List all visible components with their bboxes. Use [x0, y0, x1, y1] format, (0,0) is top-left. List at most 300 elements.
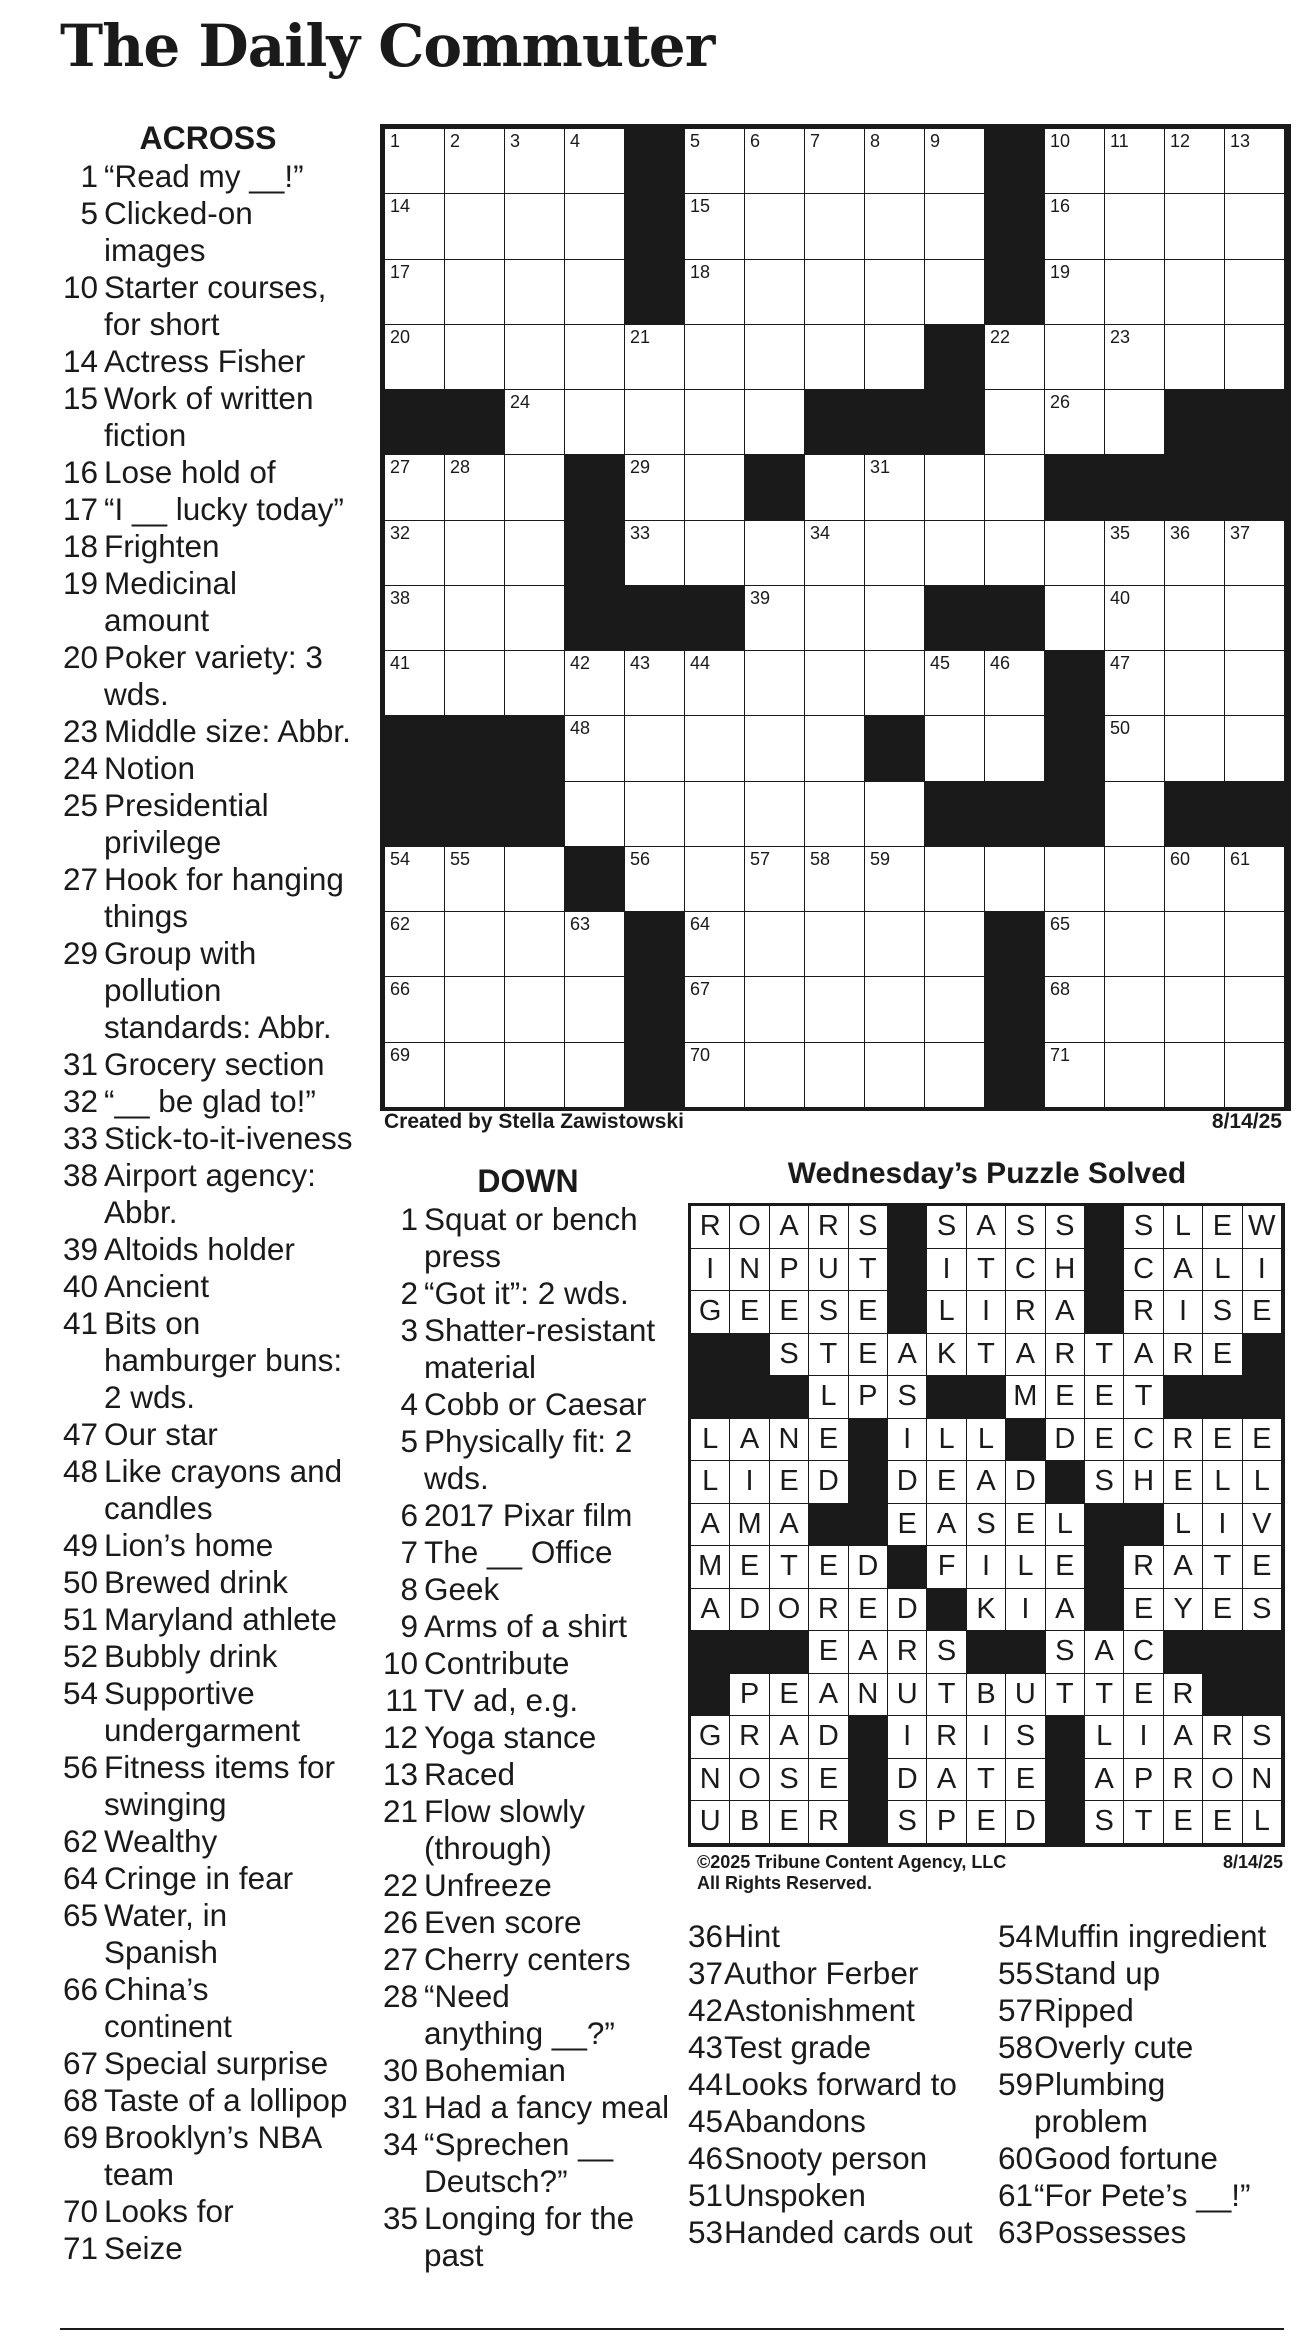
- solution-cell: R: [808, 1205, 848, 1249]
- solution-cell: S: [769, 1333, 809, 1377]
- solution-cell: H: [1045, 1248, 1085, 1292]
- solution-cell: Y: [1163, 1588, 1203, 1632]
- clue-number: 51: [62, 1601, 98, 1637]
- clue-text: [724, 1992, 988, 2029]
- grid-cell[interactable]: [1164, 846, 1225, 912]
- clue-line: hamburger buns:: [104, 1342, 343, 1378]
- grid-cell[interactable]: [684, 1042, 745, 1108]
- grid-cell[interactable]: [924, 454, 985, 520]
- grid-cell[interactable]: [444, 911, 505, 977]
- cell-number: 44: [690, 653, 711, 673]
- solution-cell: E: [887, 1503, 927, 1547]
- grid-cell[interactable]: [804, 715, 865, 781]
- grid-cell[interactable]: [1164, 650, 1225, 716]
- cell-number: 9: [930, 131, 941, 151]
- grid-cell-black: [864, 389, 925, 455]
- grid-cell[interactable]: [864, 454, 925, 520]
- clue-number: 20: [62, 639, 98, 675]
- grid-cell[interactable]: [804, 324, 865, 390]
- grid-cell[interactable]: [684, 520, 745, 586]
- grid-cell[interactable]: [924, 911, 985, 977]
- grid-cell[interactable]: [444, 259, 505, 325]
- grid-cell[interactable]: [984, 389, 1045, 455]
- solution-cell: L: [1242, 1800, 1282, 1844]
- grid-cell[interactable]: [624, 846, 685, 912]
- grid-cell[interactable]: [804, 585, 865, 651]
- grid-cell-black: [984, 259, 1045, 325]
- grid-cell[interactable]: [564, 128, 625, 194]
- solution-cell: E: [729, 1545, 769, 1589]
- grid-cell[interactable]: [684, 389, 745, 455]
- grid-cell[interactable]: [504, 389, 565, 455]
- grid-cell[interactable]: [804, 911, 865, 977]
- grid-cell[interactable]: [684, 324, 745, 390]
- solution-cell: R: [1202, 1715, 1242, 1759]
- grid-cell[interactable]: [684, 781, 745, 847]
- grid-cell[interactable]: [864, 324, 925, 390]
- clue-line: Squat or bench: [424, 1201, 638, 1237]
- grid-cell[interactable]: [804, 1042, 865, 1108]
- grid-cell[interactable]: [1164, 1042, 1225, 1108]
- clue-text: [424, 1978, 678, 2052]
- clue-number: 37: [688, 1955, 724, 1991]
- clue-text: [424, 1571, 678, 1608]
- grid-cell[interactable]: [864, 1042, 925, 1108]
- grid-cell[interactable]: [1224, 520, 1285, 586]
- grid-cell-black: [984, 976, 1045, 1042]
- grid-cell[interactable]: [804, 193, 865, 259]
- grid-cell[interactable]: [504, 846, 565, 912]
- grid-cell[interactable]: [1104, 259, 1165, 325]
- cell-number: 31: [870, 457, 891, 478]
- grid-cell[interactable]: [1104, 193, 1165, 259]
- cell-number: 15: [690, 196, 711, 217]
- clue-item: [58, 1897, 358, 1971]
- grid-cell[interactable]: [564, 781, 625, 847]
- grid-cell[interactable]: [924, 976, 985, 1042]
- grid-cell[interactable]: [984, 454, 1045, 520]
- grid-cell[interactable]: [804, 650, 865, 716]
- grid-cell[interactable]: [1164, 259, 1225, 325]
- grid-cell[interactable]: [384, 1042, 445, 1108]
- grid-cell[interactable]: [384, 976, 445, 1042]
- clue-item: [58, 1601, 358, 1638]
- clue-line: problem: [1034, 2103, 1148, 2139]
- grid-cell[interactable]: [744, 389, 805, 455]
- grid-cell[interactable]: [1044, 1042, 1105, 1108]
- solution-cell: I: [966, 1290, 1006, 1334]
- grid-cell[interactable]: [744, 128, 805, 194]
- clue-text: [424, 1719, 678, 1756]
- clue-item: [58, 1527, 358, 1564]
- grid-cell[interactable]: [1044, 846, 1105, 912]
- grid-cell[interactable]: [504, 585, 565, 651]
- clue-number: 17: [62, 491, 98, 527]
- puzzle-date: 8/14/25: [1211, 1110, 1282, 1133]
- grid-cell[interactable]: [564, 715, 625, 781]
- grid-cell[interactable]: [444, 128, 505, 194]
- grid-cell[interactable]: [1044, 520, 1105, 586]
- clue-text: [104, 528, 358, 565]
- grid-cell-black: [924, 389, 985, 455]
- grid-cell[interactable]: [1224, 650, 1285, 716]
- grid-cell[interactable]: [1224, 585, 1285, 651]
- grid-cell[interactable]: [504, 1042, 565, 1108]
- solution-cell: E: [1084, 1375, 1124, 1419]
- solution-cell: S: [1045, 1205, 1085, 1249]
- grid-cell[interactable]: [384, 128, 445, 194]
- grid-cell[interactable]: [564, 324, 625, 390]
- solution-cell: S: [887, 1800, 927, 1844]
- clue-item: [378, 1497, 678, 1534]
- solution-cell: A: [1163, 1715, 1203, 1759]
- clue-text: [424, 2126, 678, 2200]
- grid-cell[interactable]: [564, 193, 625, 259]
- grid-cell[interactable]: [924, 520, 985, 586]
- clue-number: 8: [400, 1571, 418, 1607]
- grid-cell[interactable]: [744, 193, 805, 259]
- grid-cell-black: [624, 911, 685, 977]
- grid-cell[interactable]: [1224, 846, 1285, 912]
- solution-cell: A: [1045, 1290, 1085, 1334]
- solution-cell-black: [1084, 1588, 1124, 1632]
- grid-cell[interactable]: [1224, 259, 1285, 325]
- grid-cell[interactable]: [444, 585, 505, 651]
- grid-cell[interactable]: [864, 846, 925, 912]
- solution-cell: S: [1005, 1715, 1045, 1759]
- grid-cell[interactable]: [384, 846, 445, 912]
- grid-cell[interactable]: [444, 846, 505, 912]
- grid-cell[interactable]: [864, 650, 925, 716]
- grid-cell[interactable]: [924, 715, 985, 781]
- grid-cell[interactable]: [564, 259, 625, 325]
- clue-item: [58, 380, 358, 454]
- grid-cell[interactable]: [444, 650, 505, 716]
- grid-cell[interactable]: [444, 454, 505, 520]
- clue-line: Brewed drink: [104, 1564, 288, 1600]
- grid-cell[interactable]: [924, 128, 985, 194]
- clue-text: [424, 1423, 678, 1497]
- clue-number: 10: [382, 1645, 418, 1681]
- grid-cell[interactable]: [744, 911, 805, 977]
- solution-cell-black: [729, 1333, 769, 1377]
- solution-cell: O: [729, 1758, 769, 1802]
- crossword-grid[interactable]: [380, 124, 1291, 1111]
- clue-line: Bits on: [104, 1305, 201, 1341]
- clue-line: “Got it”: 2 wds.: [424, 1275, 629, 1311]
- grid-cell[interactable]: [684, 454, 745, 520]
- cell-number: 69: [390, 1044, 411, 1065]
- grid-cell[interactable]: [684, 911, 745, 977]
- grid-cell[interactable]: [1224, 715, 1285, 781]
- grid-cell[interactable]: [804, 128, 865, 194]
- solution-cell: E: [966, 1800, 1006, 1844]
- grid-cell[interactable]: [504, 128, 565, 194]
- solution-cell-black: [1045, 1460, 1085, 1504]
- grid-cell[interactable]: [744, 324, 805, 390]
- grid-cell[interactable]: [744, 715, 805, 781]
- grid-cell[interactable]: [504, 520, 565, 586]
- grid-cell[interactable]: [504, 324, 565, 390]
- solution-cell: S: [1242, 1588, 1282, 1632]
- grid-cell[interactable]: [1164, 585, 1225, 651]
- grid-cell-black: [1104, 454, 1165, 520]
- grid-cell[interactable]: [1104, 976, 1165, 1042]
- grid-cell[interactable]: [624, 389, 685, 455]
- grid-cell[interactable]: [504, 259, 565, 325]
- grid-cell[interactable]: [1164, 128, 1225, 194]
- grid-cell[interactable]: [384, 324, 445, 390]
- grid-cell[interactable]: [504, 454, 565, 520]
- grid-cell[interactable]: [864, 520, 925, 586]
- grid-cell[interactable]: [1104, 1042, 1165, 1108]
- grid-cell[interactable]: [1104, 846, 1165, 912]
- clue-line: Cringe in fear: [104, 1860, 294, 1896]
- solution-cell: T: [769, 1545, 809, 1589]
- grid-cell[interactable]: [684, 650, 745, 716]
- cell-number: 60: [1170, 848, 1191, 869]
- grid-cell[interactable]: [1224, 1042, 1285, 1108]
- grid-cell[interactable]: [684, 976, 745, 1042]
- clue-number: 71: [62, 2230, 98, 2266]
- grid-cell[interactable]: [804, 846, 865, 912]
- grid-cell[interactable]: [444, 520, 505, 586]
- clue-item: [378, 2200, 678, 2274]
- grid-cell[interactable]: [1164, 324, 1225, 390]
- grid-cell[interactable]: [564, 1042, 625, 1108]
- grid-cell[interactable]: [804, 781, 865, 847]
- grid-cell[interactable]: [1104, 585, 1165, 651]
- clue-item: [998, 2177, 1298, 2214]
- grid-cell[interactable]: [1164, 193, 1225, 259]
- solution-cell: A: [1084, 1758, 1124, 1802]
- clue-text: [104, 269, 358, 343]
- grid-cell[interactable]: [984, 715, 1045, 781]
- grid-cell[interactable]: [444, 193, 505, 259]
- clue-line: Author Ferber: [724, 1955, 919, 1991]
- clue-number: 11: [385, 1682, 418, 1718]
- grid-cell[interactable]: [564, 389, 625, 455]
- cell-number: 3: [510, 131, 521, 151]
- grid-cell[interactable]: [624, 781, 685, 847]
- clue-line: Ripped: [1034, 1992, 1134, 2028]
- solution-cell: H: [1123, 1460, 1163, 1504]
- clue-item: [998, 1992, 1298, 2029]
- grid-cell-black: [1044, 454, 1105, 520]
- cell-number: 2: [450, 131, 461, 151]
- grid-cell[interactable]: [1104, 781, 1165, 847]
- grid-cell[interactable]: [924, 193, 985, 259]
- grid-cell[interactable]: [804, 454, 865, 520]
- grid-cell-black: [564, 846, 625, 912]
- grid-cell[interactable]: [1044, 193, 1105, 259]
- grid-cell[interactable]: [384, 454, 445, 520]
- grid-cell[interactable]: [624, 715, 685, 781]
- clue-number: 26: [382, 1904, 418, 1940]
- grid-cell[interactable]: [624, 520, 685, 586]
- grid-cell[interactable]: [984, 650, 1045, 716]
- clue-line: Our star: [104, 1416, 218, 1452]
- grid-cell-black: [1224, 781, 1285, 847]
- grid-cell[interactable]: [1104, 128, 1165, 194]
- clue-text: [104, 2082, 358, 2119]
- clue-number: 2: [400, 1275, 418, 1311]
- grid-cell[interactable]: [1104, 520, 1165, 586]
- grid-cell[interactable]: [1164, 520, 1225, 586]
- grid-cell-black: [444, 781, 505, 847]
- grid-cell[interactable]: [1224, 911, 1285, 977]
- grid-cell[interactable]: [744, 259, 805, 325]
- grid-cell-black: [1224, 389, 1285, 455]
- grid-cell[interactable]: [1164, 715, 1225, 781]
- grid-cell[interactable]: [804, 520, 865, 586]
- clue-text: [424, 1201, 678, 1275]
- grid-cell[interactable]: [504, 976, 565, 1042]
- grid-cell[interactable]: [1104, 650, 1165, 716]
- grid-cell[interactable]: [864, 976, 925, 1042]
- cell-number: 26: [1050, 392, 1071, 412]
- solution-cell-black: [1202, 1375, 1242, 1419]
- grid-cell[interactable]: [624, 454, 685, 520]
- grid-cell[interactable]: [1224, 128, 1285, 194]
- grid-cell[interactable]: [1164, 976, 1225, 1042]
- clue-text: [104, 1897, 358, 1971]
- clue-item: [378, 1275, 678, 1312]
- grid-cell[interactable]: [384, 193, 445, 259]
- grid-cell[interactable]: [744, 976, 805, 1042]
- grid-cell[interactable]: [864, 259, 925, 325]
- clue-item: [58, 1231, 358, 1268]
- clue-text: [104, 639, 358, 713]
- grid-cell[interactable]: [384, 585, 445, 651]
- grid-cell[interactable]: [804, 976, 865, 1042]
- grid-cell[interactable]: [864, 911, 925, 977]
- grid-cell-black: [984, 585, 1045, 651]
- clue-text: [104, 1564, 358, 1601]
- grid-cell[interactable]: [984, 520, 1045, 586]
- grid-cell[interactable]: [564, 911, 625, 977]
- grid-cell[interactable]: [384, 259, 445, 325]
- solution-cell: W: [1242, 1205, 1282, 1249]
- clue-text: [424, 1275, 678, 1312]
- grid-cell[interactable]: [1104, 389, 1165, 455]
- clue-line: Abbr.: [104, 1194, 178, 1230]
- grid-cell[interactable]: [444, 976, 505, 1042]
- solution-cell: A: [769, 1205, 809, 1249]
- grid-cell[interactable]: [864, 128, 925, 194]
- grid-cell[interactable]: [864, 193, 925, 259]
- solution-cell: I: [926, 1248, 966, 1292]
- grid-cell[interactable]: [804, 259, 865, 325]
- grid-cell[interactable]: [504, 911, 565, 977]
- grid-cell[interactable]: [1104, 715, 1165, 781]
- grid-cell[interactable]: [864, 585, 925, 651]
- grid-cell[interactable]: [744, 1042, 805, 1108]
- grid-cell[interactable]: [984, 846, 1045, 912]
- clue-number: 5: [400, 1423, 418, 1459]
- solution-cell-black: [1242, 1375, 1282, 1419]
- clue-line: Plumbing: [1034, 2066, 1166, 2102]
- clue-number: 25: [62, 787, 98, 823]
- grid-cell[interactable]: [744, 585, 805, 651]
- clue-line: Special surprise: [104, 2045, 329, 2081]
- grid-cell[interactable]: [684, 128, 745, 194]
- clue-number: 50: [62, 1564, 98, 1600]
- grid-cell[interactable]: [984, 324, 1045, 390]
- grid-cell[interactable]: [924, 650, 985, 716]
- solution-cell: R: [690, 1205, 730, 1249]
- grid-cell[interactable]: [564, 976, 625, 1042]
- grid-cell[interactable]: [684, 193, 745, 259]
- solution-cell: N: [848, 1673, 888, 1717]
- clue-item: [58, 195, 358, 269]
- grid-cell[interactable]: [1224, 976, 1285, 1042]
- grid-cell[interactable]: [1044, 389, 1105, 455]
- grid-cell[interactable]: [564, 650, 625, 716]
- solution-cell: S: [1123, 1205, 1163, 1249]
- grid-cell[interactable]: [444, 324, 505, 390]
- grid-cell[interactable]: [1044, 128, 1105, 194]
- solution-cell: R: [887, 1630, 927, 1674]
- grid-cell[interactable]: [1044, 585, 1105, 651]
- clue-text: [104, 491, 358, 528]
- grid-cell[interactable]: [744, 781, 805, 847]
- solution-cell: D: [1045, 1418, 1085, 1462]
- solution-cell-black: [769, 1375, 809, 1419]
- grid-cell[interactable]: [864, 781, 925, 847]
- grid-cell[interactable]: [1104, 324, 1165, 390]
- grid-cell[interactable]: [924, 846, 985, 912]
- grid-cell[interactable]: [684, 846, 745, 912]
- grid-cell[interactable]: [1224, 324, 1285, 390]
- solution-cell: A: [1045, 1588, 1085, 1632]
- cell-number: 17: [390, 261, 411, 282]
- grid-cell[interactable]: [924, 1042, 985, 1108]
- grid-cell[interactable]: [504, 193, 565, 259]
- grid-cell[interactable]: [384, 650, 445, 716]
- solution-cell: L: [1242, 1460, 1282, 1504]
- grid-cell[interactable]: [504, 650, 565, 716]
- grid-cell[interactable]: [744, 846, 805, 912]
- copyright-line-1: ©2025 Tribune Content Agency, LLC: [697, 1852, 1007, 1872]
- grid-cell[interactable]: [1044, 976, 1105, 1042]
- grid-cell[interactable]: [444, 1042, 505, 1108]
- grid-cell[interactable]: [1044, 324, 1105, 390]
- grid-cell[interactable]: [1104, 911, 1165, 977]
- grid-cell[interactable]: [624, 650, 685, 716]
- grid-cell[interactable]: [924, 259, 985, 325]
- clue-text: [104, 713, 358, 750]
- grid-cell[interactable]: [1044, 911, 1105, 977]
- grid-cell[interactable]: [684, 715, 745, 781]
- grid-cell[interactable]: [384, 911, 445, 977]
- clue-item: [998, 1955, 1298, 1992]
- clue-number: 33: [62, 1120, 98, 1156]
- grid-cell[interactable]: [384, 520, 445, 586]
- clue-line: Arms of a shirt: [424, 1608, 628, 1644]
- grid-cell[interactable]: [624, 324, 685, 390]
- grid-cell[interactable]: [744, 650, 805, 716]
- grid-cell[interactable]: [1044, 259, 1105, 325]
- clue-number: 27: [382, 1941, 418, 1977]
- grid-cell[interactable]: [1224, 193, 1285, 259]
- cell-number: 16: [1050, 196, 1071, 217]
- grid-cell[interactable]: [744, 520, 805, 586]
- grid-cell[interactable]: [684, 259, 745, 325]
- solution-cell: T: [1123, 1800, 1163, 1844]
- clue-line: Stand up: [1034, 1955, 1161, 1991]
- grid-cell[interactable]: [1164, 911, 1225, 977]
